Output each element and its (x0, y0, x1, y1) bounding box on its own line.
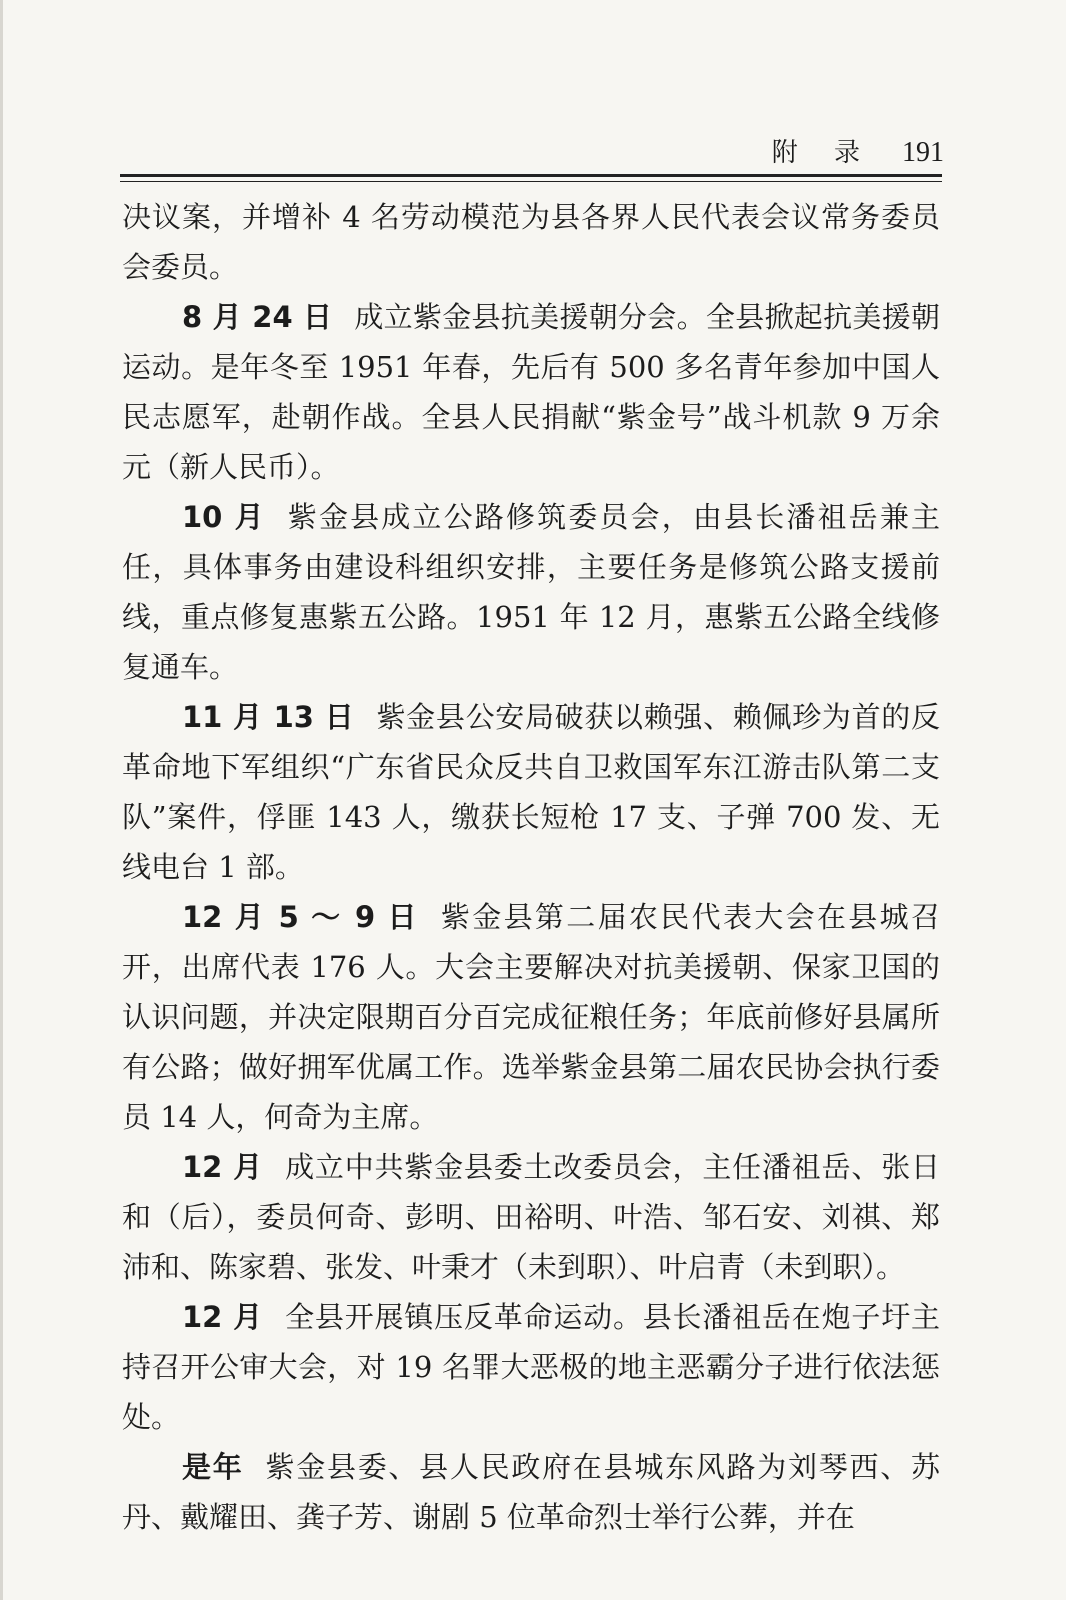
scan-edge (0, 0, 3, 1600)
entry-date: 12 月 (182, 1150, 264, 1184)
paragraph (122, 292, 940, 492)
paragraph-text: 紫金县第二届农民代表大会在县城召开，出席代表 176 人。大会主要解决对抗美援朝、保家卫国的认识问题，并决定限期百分百完成征粮任务；年底前修好县属所有公路；做好拥军优属工作。选举紫金县第二届农民协会执行委员 14 人，何奇为主席。 (122, 900, 940, 1134)
paragraph-text: 紫金县成立公路修筑委员会，由县长潘祖岳兼主任，具体事务由建设科组织安排，主要任务是修筑公路支援前线，重点修复惠紫五公路。1951 年 12 月，惠紫五公路全线修复通车。 (122, 500, 940, 684)
running-head (772, 132, 944, 169)
paragraph (122, 1442, 940, 1542)
paragraph-text: 成立中共紫金县委土改委员会，主任潘祖岳、张日和（后），委员何奇、彭明、田裕明、叶浩、邹石安、刘祺、郑沛和、陈家碧、张发、叶秉才（未到职）、叶启青（未到职）。 (122, 1150, 940, 1284)
paragraph-text: 成立紫金县抗美援朝分会。全县掀起抗美援朝运动。是年冬至 1951 年春，先后有 500 多名青年参加中国人民志愿军，赴朝作战。全县人民捐献“紫金号”战斗机款 9 万余元（新人民币）。 (122, 300, 940, 484)
header-rule-thin (120, 181, 942, 182)
paragraph (122, 192, 940, 292)
paragraph (122, 1142, 940, 1292)
entry-date: 是年 (182, 1450, 244, 1484)
header-rule (120, 174, 942, 177)
body-text (122, 192, 940, 1542)
entry-date: 8 月 24 日 (182, 300, 333, 334)
paragraph (122, 1292, 940, 1442)
page-number: 191 (902, 137, 944, 168)
paragraph (122, 892, 940, 1142)
paragraph-text: 决议案，并增补 4 名劳动模范为县各界人民代表会议常务委员会委员。 (122, 200, 940, 284)
paragraph (122, 692, 940, 892)
paragraph-text: 紫金县公安局破获以赖强、赖佩珍为首的反革命地下军组织“广东省民众反共自卫救国军东江游击队第二支队”案件，俘匪 143 人，缴获长短枪 17 支、子弹 700 发、无线电台 1 部。 (122, 700, 940, 884)
section-title: 附 录 (771, 138, 874, 168)
entry-date: 12 月 5 ～ 9 日 (182, 900, 419, 934)
paragraph-text: 紫金县委、县人民政府在县城东风路为刘琴西、苏丹、戴耀田、龚子芳、谢剧 5 位革命烈士举行公葬，并在 (122, 1450, 940, 1534)
paragraph (122, 492, 940, 692)
entry-date: 10 月 (182, 500, 266, 534)
entry-date: 11 月 13 日 (182, 700, 355, 734)
paragraph-text: 全县开展镇压反革命运动。县长潘祖岳在炮子圩主持召开公审大会，对 19 名罪大恶极的地主恶霸分子进行依法惩处。 (122, 1300, 940, 1434)
entry-date: 12 月 (182, 1300, 264, 1334)
